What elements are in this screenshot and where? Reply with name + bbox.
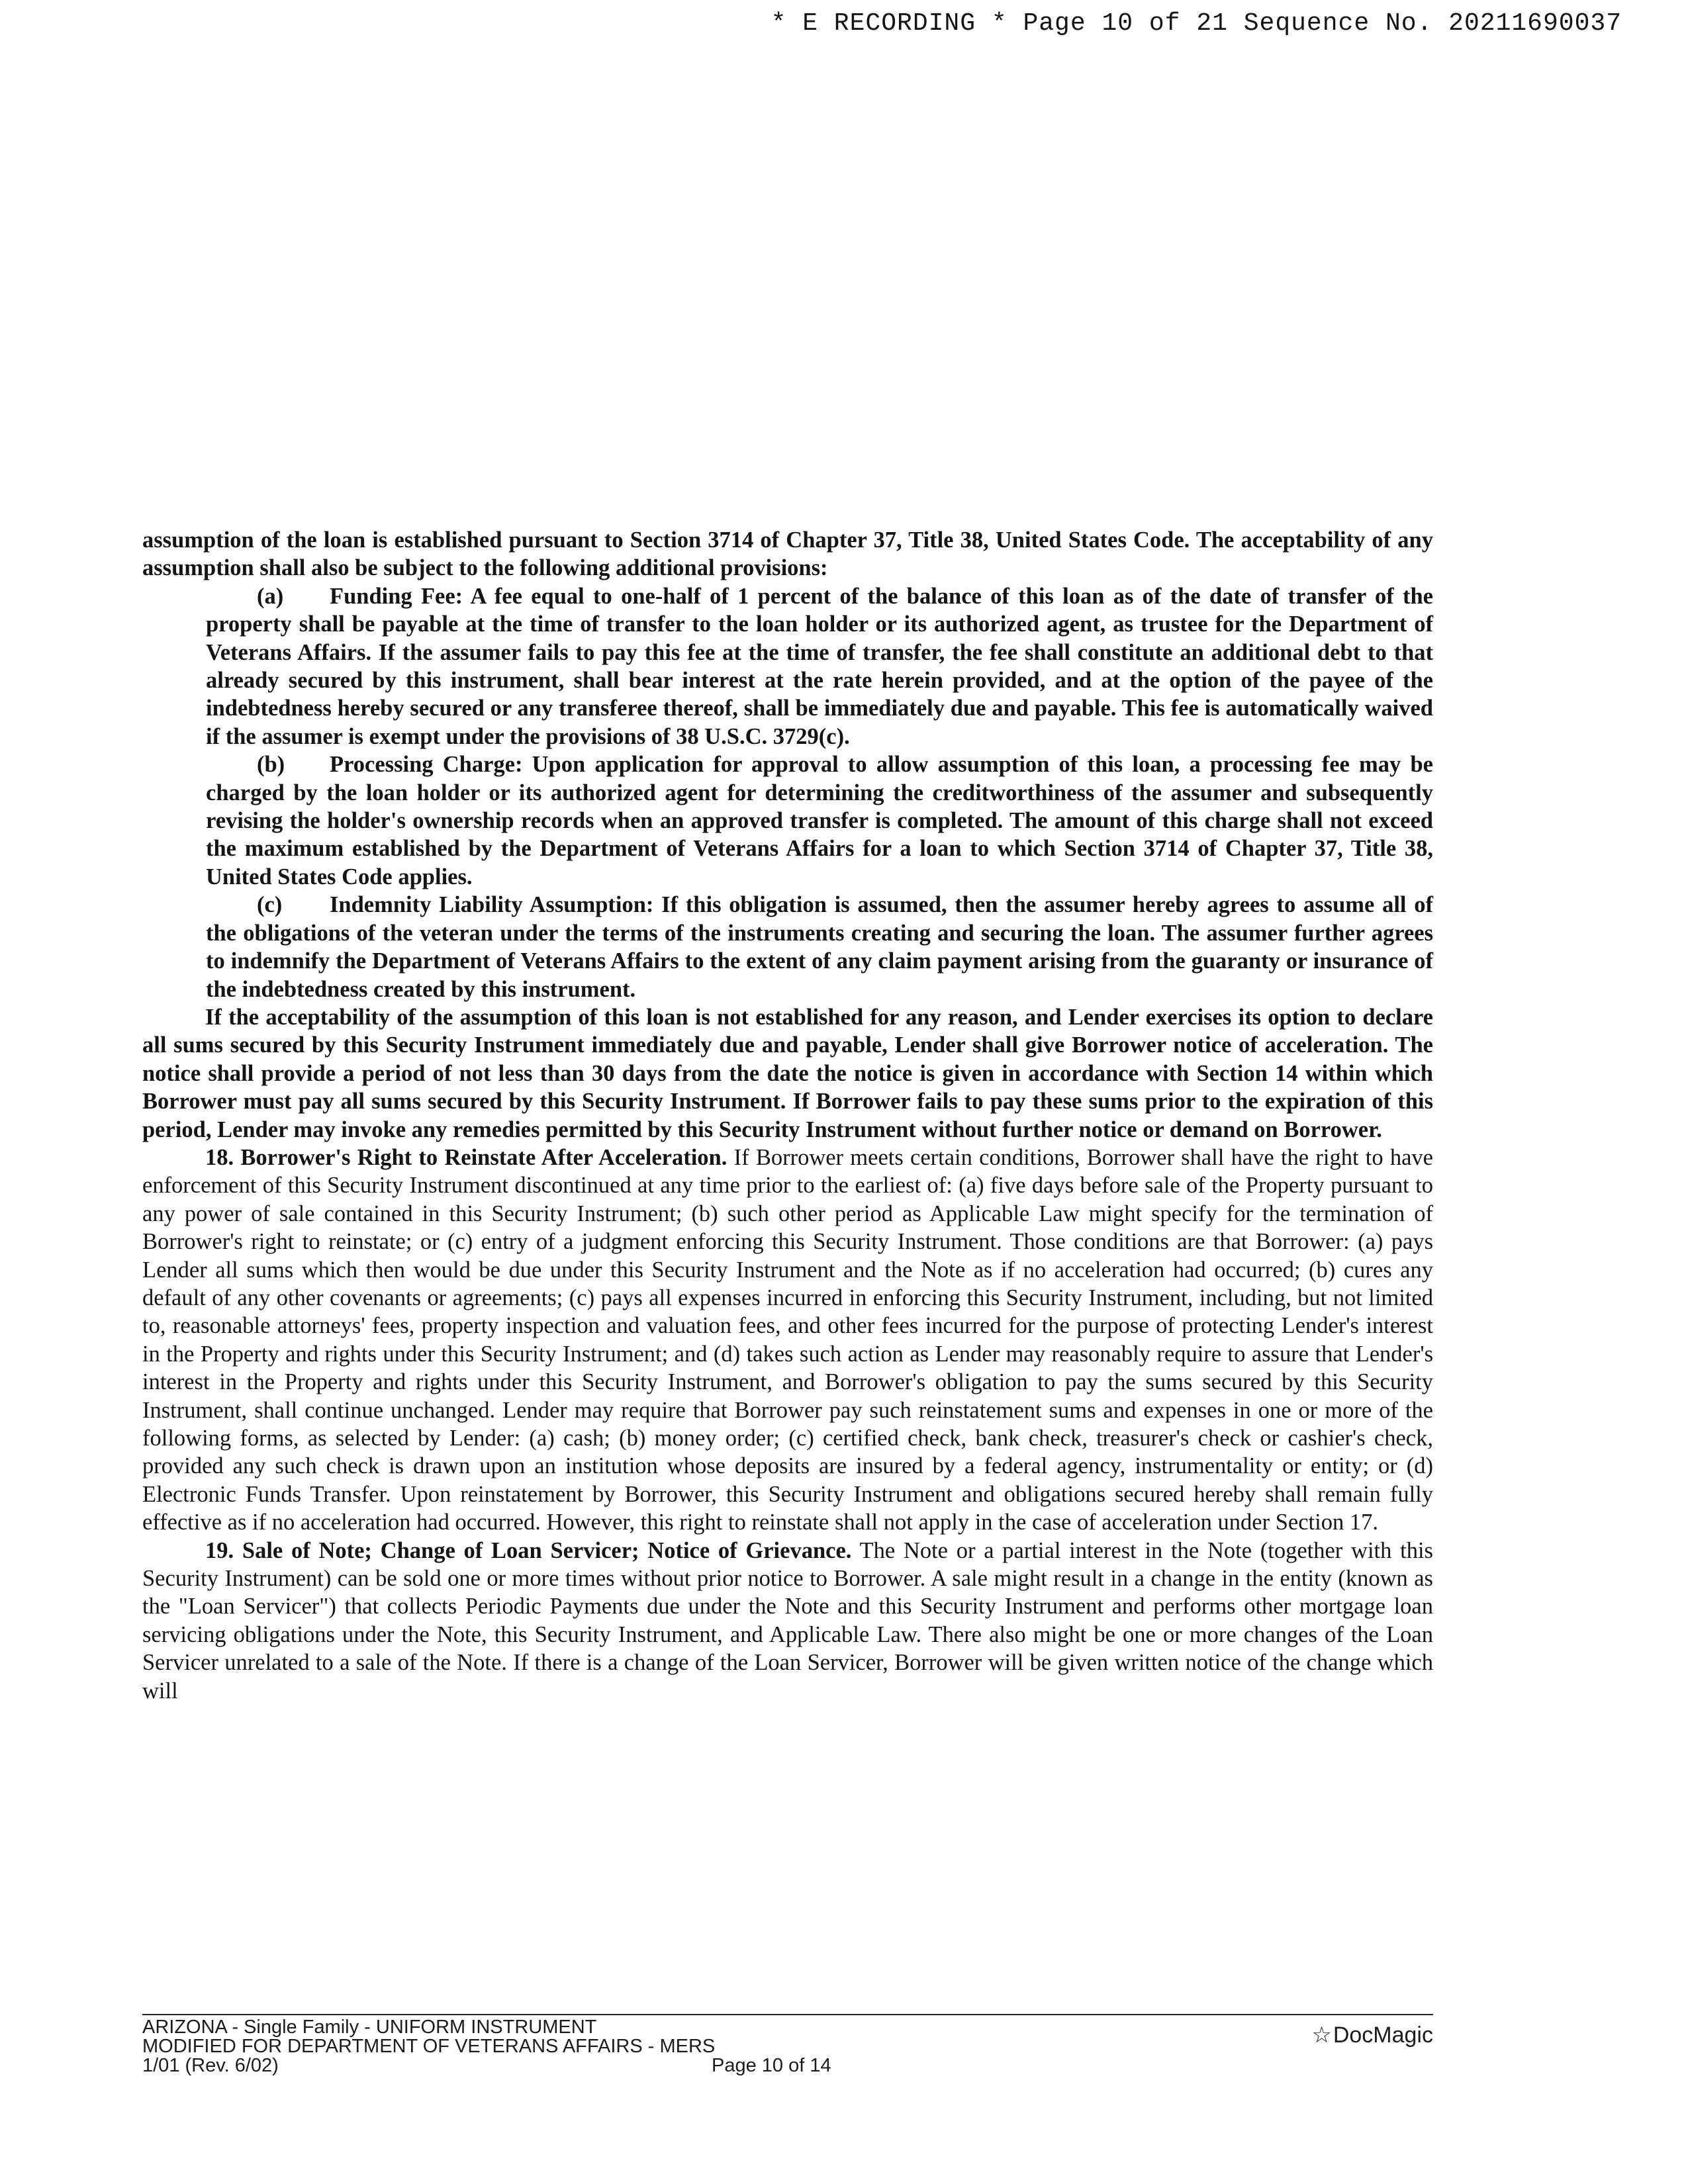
funding-fee-text: Funding Fee: A fee equal to one-half of 1 percent of the balance of this loan as of the date of transfer of the property shall be payable at the time of transfer to the loan holder or its authorized agent, as trustee for the Department of Veterans Affairs. If the assumer fails to pay this fee at the time of transfer, the fee shall constitute an additional debt to that already secured by this instrument, shall bear interest at the rate herein provided, and at the option of the payee of the indebtedness hereby secured or any transferee thereof, shall be immediately due and payable. This fee is automatically waived if the assumer is exempt under the provisions of 38 U.S.C. 3729(c). [206, 583, 1433, 749]
acceleration-paragraph: If the acceptability of the assumption of this loan is not established for any reason, and Lender exercises its option to declare all sums secured by this Security Instrument immediately due and payable, Lender shall give Borrower notice of acceleration. The notice shall provide a period of not less than 30 days from the date the notice is given in accordance with Section 14 within which Borrower must pay all sums secured by this Security Instrument. If Borrower fails to pay these sums prior to the expiration of this period, Lender may invoke any remedies permitted by this Security Instrument without further notice or demand on Borrower. [142, 1004, 1433, 1142]
star-outline-icon: ☆ [1311, 2023, 1332, 2048]
recording-header: * E RECORDING * Page 10 of 21 Sequence No. 20211690037 [771, 9, 1622, 38]
section-19-paragraph [142, 1537, 1433, 1705]
funding-fee-paragraph [142, 582, 1433, 751]
item-label-c: (c) [257, 892, 283, 918]
document-body [142, 526, 1433, 1705]
processing-charge-text: Processing Charge: Upon application for approval to allow assumption of this loan, a processing fee may be charged by the loan holder or its authorized agent for determining the creditworthiness of the assumer and subsequently revising the holder's ownership records when an approved transfer is completed. The amount of this charge shall not exceed the maximum established by the Department of Veterans Affairs for a loan to which Section 3714 of Chapter 37, Title 38, United States Code applies. [206, 752, 1433, 889]
docmagic-logo [1311, 2023, 1433, 2048]
indemnity-liability-paragraph [142, 891, 1433, 1003]
document-footer [142, 2018, 1433, 2075]
processing-charge-paragraph [142, 751, 1433, 891]
footer-page-number: Page 10 of 14 [712, 2055, 831, 2076]
assumption-intro: assumption of the loan is established pursuant to Section 3714 of Chapter 37, Title 38, United States Code. The acceptability of any assumption shall also be subject to the following additional provisions: [142, 527, 1433, 581]
section-19-text: The Note or a partial interest in the Note (together with this Security Instrument) can be sold one or more times without prior notice to Borrower. A sale might result in a change in the entity (known as the "Loan Servicer") that collects Periodic Payments due under the Note and this Security Instrument and performs other mortgage loan servicing obligations under the Note, this Security Instrument, and Applicable Law. There also might be one or more changes of the Loan Servicer unrelated to a sale of the Note. If there is a change of the Loan Servicer, Borrower will be given written notice of the change which will [142, 1537, 1433, 1704]
section-18-heading: 18. Borrower's Right to Reinstate After Acceleration. [205, 1144, 727, 1170]
footer-form-revision: 1/01 (Rev. 6/02) [142, 2055, 279, 2076]
indemnity-liability-text: Indemnity Liability Assumption: If this obligation is assumed, then the assumer hereby agrees to assume all of the obligations of the veteran under the terms of the instruments creating and securing the loan. The assumer further agrees to indemnify the Department of Veterans Affairs to the extent of any claim payment arising from the guaranty or insurance of the indebtedness created by this instrument. [206, 892, 1433, 1002]
docmagic-logo-text: DocMagic [1333, 2023, 1433, 2048]
item-label-a: (a) [257, 583, 284, 609]
item-label-b: (b) [257, 752, 285, 778]
section-18-text: If Borrower meets certain conditions, Borrower shall have the right to have enforcement of this Security Instrument discontinued at any time prior to the earliest of: (a) five days before sale of the Property pursuant to any power of sale contained in this Security Instrument; (b) such other period as Applicable Law might specify for the termination of Borrower's right to reinstate; or (c) entry of a judgment enforcing this Security Instrument. Those conditions are that Borrower: (a) pays Lender all sums which then would be due under this Security Instrument and the Note as if no acceleration had occurred; (b) cures any default of any other covenants or agreements; (c) pays all expenses incurred in enforcing this Security Instrument, including, but not limited to, reasonable attorneys' fees, property inspection and valuation fees, and other fees incurred for the purpose of protecting Lender's interest in the Property and rights under this Security Instrument; and (d) takes such action as Lender may reasonably require to assure that Lender's interest in the Property and rights under this Security Instrument, and Borrower's obligation to pay the sums secured by this Security Instrument, shall continue unchanged. Lender may require that Borrower pay such reinstatement sums and expenses in one or more of the following forms, as selected by Lender: (a) cash; (b) money order; (c) certified check, bank check, treasurer's check or cashier's check, provided any such check is drawn upon an institution whose deposits are insured by a federal agency, instrumentality or entity; or (d) Electronic Funds Transfer. Upon reinstatement by Borrower, this Security Instrument and obligations secured hereby shall remain fully effective as if no acceleration had occurred. However, this right to reinstate shall not apply in the case of acceleration under Section 17. [142, 1144, 1433, 1535]
footer-form-modification: MODIFIED FOR DEPARTMENT OF VETERANS AFFAIRS - MERS [142, 2036, 716, 2057]
footer-divider [142, 2014, 1433, 2015]
section-19-heading: 19. Sale of Note; Change of Loan Servicer; Notice of Grievance. [205, 1537, 852, 1563]
footer-form-title: ARIZONA - Single Family - UNIFORM INSTRUMENT [142, 2017, 597, 2038]
section-18-paragraph [142, 1144, 1433, 1537]
